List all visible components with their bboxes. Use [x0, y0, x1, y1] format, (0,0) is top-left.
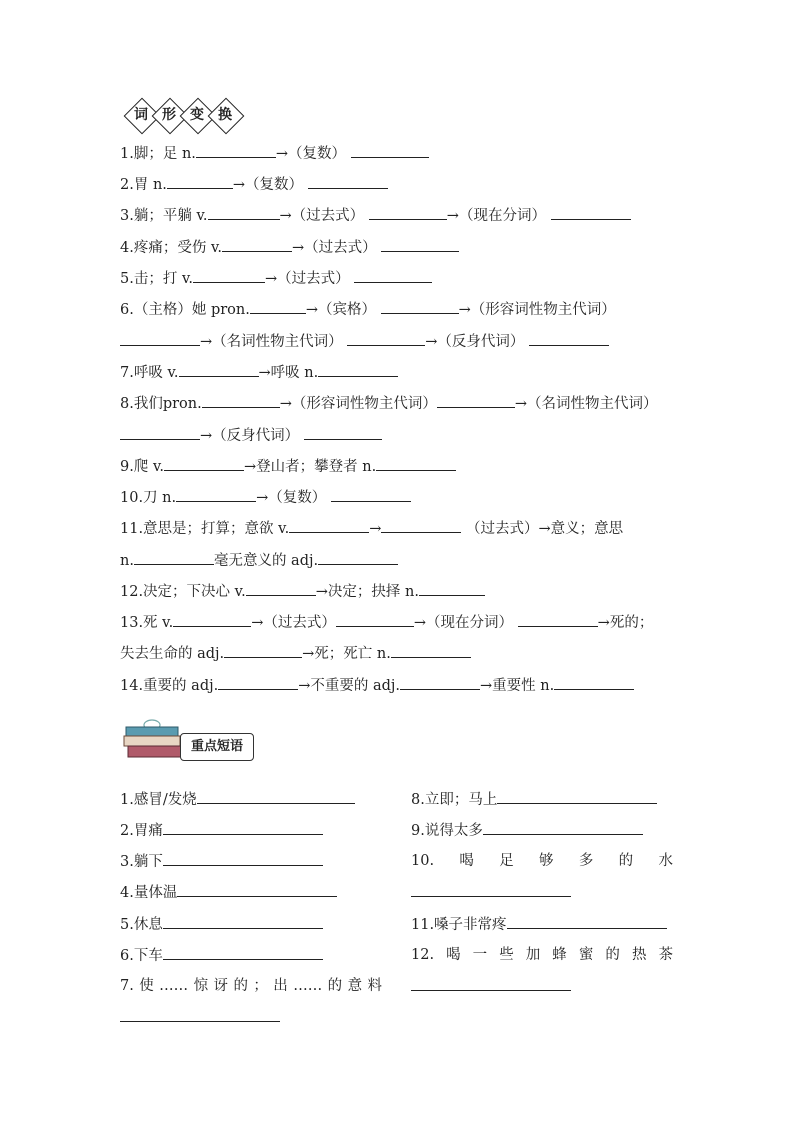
- answer-blank[interactable]: [411, 975, 571, 991]
- exercise-line-3: [120, 204, 631, 227]
- answer-blank[interactable]: [437, 392, 515, 408]
- prompt-text: →不重要的 adj.: [298, 678, 400, 694]
- answer-blank[interactable]: [222, 236, 292, 252]
- prompt-text: 4.疼痛；受伤 v.: [120, 240, 223, 256]
- answer-blank[interactable]: [391, 642, 471, 658]
- answer-blank[interactable]: [120, 330, 200, 346]
- phrase-text: 2.胃痛: [120, 823, 163, 839]
- phrase-text: 10.喝足够多的水: [411, 853, 673, 869]
- answer-blank[interactable]: [246, 580, 316, 596]
- phrase-item-blank: [411, 881, 571, 904]
- prompt-text: 1.脚；足 n.: [120, 146, 196, 162]
- answer-blank[interactable]: [507, 913, 667, 929]
- prompt-text: →（形容词性物主代词）: [458, 302, 616, 318]
- prompt-text: →（现在分词）: [446, 208, 546, 224]
- phrase-text: 5.休息: [120, 917, 163, 933]
- answer-blank[interactable]: [289, 517, 369, 533]
- prompt-text: n.: [120, 553, 134, 569]
- answer-blank[interactable]: [551, 204, 631, 220]
- prompt-text: →重要性 n.: [480, 678, 555, 694]
- answer-blank[interactable]: [176, 486, 256, 502]
- phrase-text: 8.立即；马上: [411, 792, 498, 808]
- phrase-item: [411, 850, 673, 872]
- section-badge-word-forms: [120, 99, 245, 133]
- prompt-text: 10.刀 n.: [120, 490, 177, 506]
- exercise-line-4: [120, 236, 459, 259]
- phrase-text: 4.量体温: [120, 885, 178, 901]
- phrase-text: 9.说得太多: [411, 823, 483, 839]
- answer-blank[interactable]: [419, 580, 485, 596]
- prompt-text: →（复数）: [232, 177, 304, 193]
- exercise-line-5: [120, 267, 432, 290]
- prompt-text: →呼吸 n.: [258, 365, 319, 381]
- answer-blank[interactable]: [318, 549, 398, 565]
- answer-blank[interactable]: [483, 819, 643, 835]
- exercise-line-8b: [120, 424, 382, 447]
- prompt-text: →死的；: [597, 615, 654, 631]
- prompt-text: →（过去式）: [292, 240, 377, 256]
- answer-blank[interactable]: [163, 944, 323, 960]
- answer-blank[interactable]: [134, 549, 214, 565]
- answer-blank[interactable]: [518, 611, 598, 627]
- badge-char: 形: [162, 107, 176, 123]
- exercise-line-11: [120, 517, 623, 540]
- answer-blank[interactable]: [304, 424, 382, 440]
- phrase-item: [411, 819, 643, 842]
- phrase-item: [120, 913, 323, 936]
- answer-blank[interactable]: [120, 1006, 280, 1022]
- answer-blank[interactable]: [400, 674, 480, 690]
- prompt-text: →（过去式）: [251, 615, 336, 631]
- exercise-line-13b: [120, 642, 471, 665]
- answer-blank[interactable]: [318, 361, 398, 377]
- phrase-item: [411, 944, 673, 966]
- phrase-item: [120, 788, 355, 811]
- prompt-text: →死；死亡 n.: [302, 646, 391, 662]
- prompt-text: （过去式）→意义；意思: [466, 521, 624, 537]
- prompt-text: →（复数）: [275, 146, 347, 162]
- phrase-item-blank: [120, 1006, 280, 1029]
- answer-blank[interactable]: [179, 361, 259, 377]
- phrase-item-blank: [411, 975, 571, 998]
- answer-blank[interactable]: [411, 881, 571, 897]
- answer-blank[interactable]: [347, 330, 425, 346]
- prompt-text: →（现在分词）: [413, 615, 514, 631]
- prompt-text: 8.我们pron.: [120, 396, 202, 412]
- prompt-text: 6.（主格）她 pron.: [120, 302, 250, 318]
- phrase-item: [120, 975, 382, 997]
- exercise-line-8: [120, 392, 658, 415]
- answer-blank[interactable]: [196, 142, 276, 158]
- prompt-text: 3.躺；平躺 v.: [120, 208, 208, 224]
- answer-blank[interactable]: [554, 674, 634, 690]
- answer-blank[interactable]: [381, 517, 461, 533]
- answer-blank[interactable]: [173, 611, 251, 627]
- prompt-text: →（反身代词）: [425, 334, 525, 350]
- prompt-text: →（名词性物主代词）: [514, 396, 658, 412]
- prompt-text: →（形容词性物主代词）: [279, 396, 437, 412]
- prompt-text: →（反身代词）: [200, 428, 300, 444]
- answer-blank[interactable]: [164, 455, 244, 471]
- exercise-line-6: [120, 298, 616, 321]
- prompt-text: 13.死 v.: [120, 615, 174, 631]
- prompt-text: 2.胃 n.: [120, 177, 167, 193]
- phrase-text: 3.躺下: [120, 854, 163, 870]
- answer-blank[interactable]: [308, 173, 388, 189]
- badge-char: 变: [190, 107, 204, 123]
- exercise-line-6b: [120, 330, 609, 353]
- phrase-text: 11.嗓子非常疼: [411, 917, 507, 933]
- prompt-text: →决定；抉择 n.: [315, 584, 419, 600]
- phrase-text: 12.喝一些加蜂蜜的热茶: [411, 947, 673, 963]
- badge-char: 换: [218, 107, 232, 123]
- phrase-text: 6.下车: [120, 948, 163, 964]
- exercise-line-11b: [120, 549, 398, 572]
- exercise-line-10: [120, 486, 411, 509]
- answer-blank[interactable]: [351, 142, 429, 158]
- exercise-line-1: [120, 142, 429, 165]
- phrase-item: [411, 788, 657, 811]
- answer-blank[interactable]: [336, 611, 414, 627]
- answer-blank[interactable]: [163, 819, 323, 835]
- phrase-item: [120, 944, 323, 967]
- exercise-line-9: [120, 455, 456, 478]
- prompt-text: 毫无意义的 adj.: [213, 553, 319, 569]
- section-badge-key-phrases: [120, 715, 260, 763]
- phrase-item: [120, 819, 323, 842]
- phrase-text: 1.感冒/发烧: [120, 792, 197, 808]
- badge-char: 词: [134, 107, 148, 123]
- answer-blank[interactable]: [167, 173, 233, 189]
- phrase-item: [120, 850, 323, 873]
- answer-blank[interactable]: [177, 881, 337, 897]
- prompt-text: →（名词性物主代词）: [200, 334, 343, 350]
- prompt-text: 失去生命的 adj.: [120, 646, 225, 662]
- prompt-text: 11.意思是；打算；意欲 v.: [120, 521, 290, 537]
- answer-blank[interactable]: [163, 913, 323, 929]
- answer-blank[interactable]: [376, 455, 456, 471]
- prompt-text: →登山者；攀登者 n.: [244, 459, 377, 475]
- prompt-text: →: [369, 521, 382, 537]
- answer-blank[interactable]: [529, 330, 609, 346]
- prompt-text: 12.决定；下决心 v.: [120, 584, 246, 600]
- answer-blank[interactable]: [202, 392, 280, 408]
- answer-blank[interactable]: [381, 298, 459, 314]
- answer-blank[interactable]: [497, 788, 657, 804]
- prompt-text: 7.呼吸 v.: [120, 365, 179, 381]
- prompt-text: 14.重要的 adj.: [120, 678, 219, 694]
- exercise-line-2: [120, 173, 388, 196]
- prompt-text: →（过去式）: [265, 271, 350, 287]
- exercise-line-12: [120, 580, 485, 603]
- exercise-line-13: [120, 611, 653, 634]
- answer-blank[interactable]: [331, 486, 411, 502]
- answer-blank[interactable]: [193, 267, 265, 283]
- section-title: 重点短语: [180, 733, 254, 761]
- answer-blank[interactable]: [218, 674, 298, 690]
- answer-blank[interactable]: [163, 850, 323, 866]
- answer-blank[interactable]: [197, 788, 355, 804]
- exercise-line-7: [120, 361, 398, 384]
- phrase-item: [411, 913, 667, 936]
- answer-blank[interactable]: [250, 298, 306, 314]
- prompt-text: 9.爬 v.: [120, 459, 165, 475]
- prompt-text: →（复数）: [256, 490, 327, 506]
- answer-blank[interactable]: [354, 267, 432, 283]
- phrase-text: 7.使……惊讶的；出……的意料: [120, 978, 382, 994]
- answer-blank[interactable]: [381, 236, 459, 252]
- prompt-text: →（过去式）: [279, 208, 365, 224]
- answer-blank[interactable]: [369, 204, 447, 220]
- answer-blank[interactable]: [120, 424, 200, 440]
- prompt-text: 5.击；打 v.: [120, 271, 194, 287]
- answer-blank[interactable]: [224, 642, 302, 658]
- exercise-line-14: [120, 674, 634, 697]
- answer-blank[interactable]: [208, 204, 280, 220]
- prompt-text: →（宾格）: [305, 302, 376, 318]
- phrase-item: [120, 881, 337, 904]
